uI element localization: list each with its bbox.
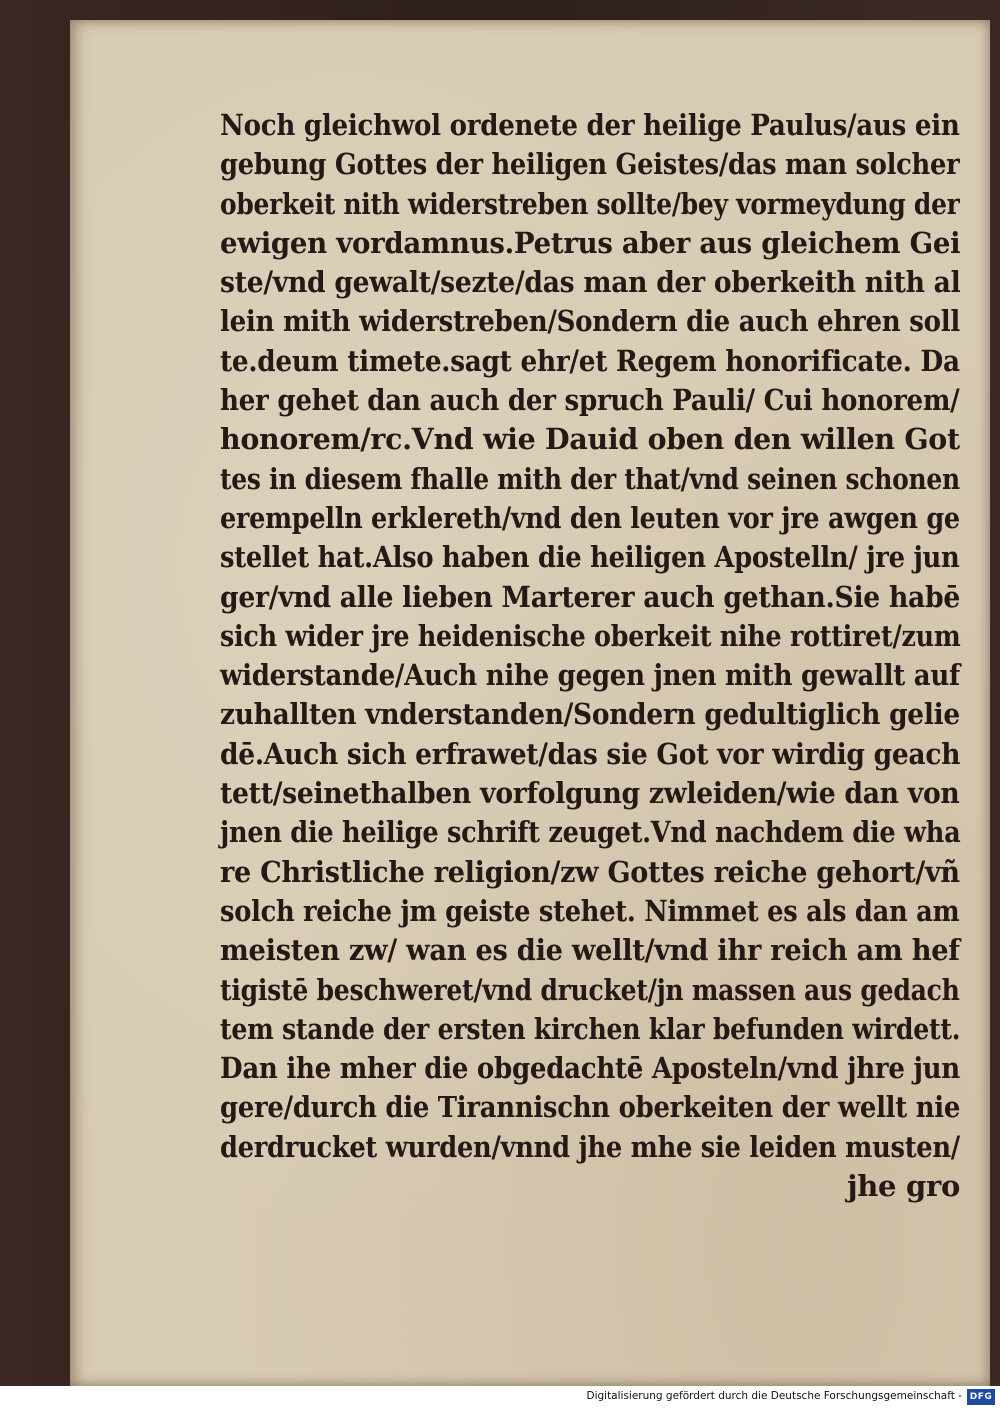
text-line: gere/durch die Tirannischn oberkeiten der wellt nie [220,1090,961,1125]
text-line: solch reiche jm geiste stehet. Nimmet es als dan am [220,893,960,928]
text-line: oberkeit nith widerstreben sollte/bey vormeydung der [220,186,960,221]
text-line: tigistē beschweret/vnd drucket/jn massen aus gedach [220,972,960,1007]
text-line: ste/vnd gewalt/sezte/das man der oberkeith nith al [220,265,961,300]
dfg-logo: DFG [967,1389,995,1405]
text-line: ewigen vordamnus.Petrus aber aus gleichem Gei [220,225,961,260]
funding-credit: Digitalisierung gefördert durch die Deutsche Forschungsgemeinschaft - [586,1390,962,1402]
text-line: tett/seinethalben vorfolgung zwleiden/wie dan von [220,776,960,811]
text-line: te.deum timete.sagt ehr/et Regem honorificate. Da [220,343,960,378]
text-line: widerstande/Auch nihe gegen jnen mith gewallt auf [220,658,960,693]
footer-bar [0,1386,1000,1409]
page-text [220,106,960,1206]
text-line: derdrucket wurden/vnnd jhe mhe sie leiden musten/ [220,1129,960,1164]
text-line: ger/vnd alle lieben Marterer auch gethan.Sie habē [220,579,961,614]
text-line: her gehet dan auch der spruch Pauli/ Cui honorem/ [220,383,960,418]
text-line: honorem/rc.Vnd wie Dauid oben den willen Got [220,422,960,457]
text-line: tes in diesem fhalle mith der that/vnd seinen schonen [220,461,960,496]
text-line: re Christliche religion/zw Gottes reiche gehort/vñ [220,854,960,889]
text-line: jnen die heilige schrift zeuget.Vnd nachdem die wha [220,815,961,850]
text-line: stellet hat.Also haben die heiligen Apostelln/ jre jun [220,540,960,575]
text-line: dē.Auch sich erfrawet/das sie Got vor wirdig geach [220,736,961,771]
text-line: lein mith widerstreben/Sondern die auch ehren soll [220,304,960,339]
text-line: gebung Gottes der heiligen Geistes/das man solcher [220,147,960,182]
book-page [70,20,990,1386]
text-line: Noch gleichwol ordenete der heilige Paulus/aus ein [220,108,960,142]
text-line: sich wider jre heidenische oberkeit nihe rottiret/zum [220,618,961,653]
text-line: meisten zw/ wan es die wellt/vnd ihr reich am hef [220,933,960,968]
text-line: erempelln erklereth/vnd den leuten vor jre awgen ge [220,500,960,535]
text-line: zuhallten vnderstanden/Sondern gedultiglich gelie [220,697,960,732]
text-line: Dan ihe mher die obgedachtē Aposteln/vnd jhre jun [220,1051,960,1086]
text-line: tem stande der ersten kirchen klar befunden wirdett. [220,1011,961,1046]
catchword: jhe gro [847,1169,960,1204]
